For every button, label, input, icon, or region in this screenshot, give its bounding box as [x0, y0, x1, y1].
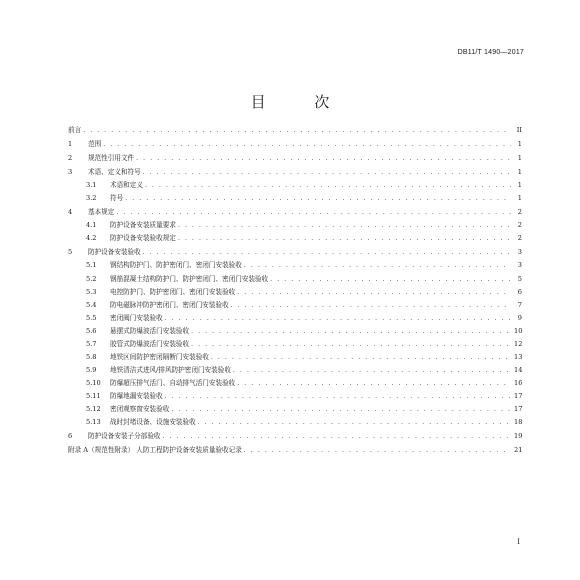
toc-entry-page: 3: [517, 248, 522, 257]
toc-entry-page: 21: [514, 446, 523, 455]
toc-entry-label: 前言: [68, 126, 82, 134]
toc-entry-label: 规范性引用文件: [88, 154, 135, 163]
toc-entry-number: 5.7: [86, 339, 97, 348]
toc-entry[interactable]: [68, 444, 522, 457]
toc-entry[interactable]: [68, 390, 522, 403]
toc-entry-page: 2: [517, 234, 522, 243]
toc-entry-label: 战时封堵设备、设施安装验收: [110, 418, 196, 427]
toc-entry-number: 3: [68, 168, 73, 177]
toc-dot-leader: [191, 325, 511, 338]
toc-entry-page: 6: [517, 287, 522, 296]
toc-dot-leader: [270, 273, 511, 286]
toc-entry[interactable]: [68, 286, 522, 299]
toc-entry-label: 附录 A（规范性附录） 人防工程防护设备安装质量验收记录: [68, 446, 242, 455]
toc-dot-leader: [136, 152, 511, 165]
toc-entry-label: 钢筋混凝土结构防护门、防护密闭门、密闭门安装验收: [110, 274, 269, 283]
toc-entry-page: 12: [514, 339, 523, 348]
toc-entry-number: 3.2: [86, 194, 97, 203]
toc-dot-leader: [165, 390, 511, 403]
toc-entry[interactable]: [68, 246, 522, 259]
toc-entry[interactable]: [68, 152, 522, 165]
toc-entry-page: II: [516, 126, 522, 134]
toc-entry-number: 4.1: [86, 221, 97, 230]
toc-entry-page: 1: [517, 140, 522, 149]
page-title: 目 次: [250, 93, 352, 111]
toc-entry-number: 1: [68, 140, 73, 149]
toc-dot-leader: [211, 351, 511, 364]
table-of-contents: [68, 124, 522, 457]
toc-entry-label: 密闭观察窗安装验收: [110, 404, 170, 413]
toc-dot-leader: [143, 246, 511, 259]
toc-entry-number: 5.12: [86, 404, 101, 413]
toc-entry-page: 9: [517, 313, 522, 322]
toc-entry[interactable]: [68, 219, 522, 232]
toc-dot-leader: [83, 124, 511, 137]
toc-entry-label: 防护设备安装质量要求: [110, 221, 176, 230]
toc-entry-page: 7: [517, 300, 522, 309]
toc-entry-number: 5.8: [86, 352, 97, 361]
toc-entry-label: 电控防护门、防护密闭门、密闭门安装验收: [110, 287, 236, 296]
toc-entry-number: 5: [68, 248, 73, 257]
toc-entry-page: 17: [514, 391, 523, 400]
toc-entry-label: 钢结构防护门、防护密闭门、密闭门安装验收: [110, 261, 242, 270]
toc-entry-label: 防爆超压排气活门、自动排气活门安装验收: [110, 378, 236, 387]
toc-entry-page: 1: [517, 168, 522, 177]
toc-dot-leader: [191, 338, 511, 351]
toc-entry[interactable]: [68, 416, 522, 429]
toc-entry-number: 3.1: [86, 181, 97, 190]
toc-entry-page: 1: [517, 154, 522, 163]
toc-entry-label: 术语、定义和符号: [88, 168, 141, 177]
toc-dot-leader: [244, 444, 511, 457]
toc-entry-number: 5.10: [86, 378, 101, 387]
toc-entry-page: 1: [517, 181, 522, 190]
toc-entry[interactable]: [68, 351, 522, 364]
toc-dot-leader: [244, 259, 511, 272]
toc-entry-label: 胶管式防爆波活门安装验收: [110, 339, 190, 348]
toc-entry-number: 5.5: [86, 313, 97, 322]
toc-entry[interactable]: [68, 138, 522, 151]
toc-entry[interactable]: [68, 299, 522, 312]
toc-entry[interactable]: [68, 124, 522, 137]
toc-entry-label: 符号: [110, 194, 124, 203]
toc-entry-label: 防电磁脉冲防护密闭门、密闭门安装验收: [110, 300, 229, 309]
toc-entry-number: 2: [68, 154, 73, 163]
toc-dot-leader: [237, 286, 511, 299]
toc-entry[interactable]: [68, 273, 522, 286]
toc-entry-label: 范围: [88, 140, 102, 149]
toc-dot-leader: [171, 403, 511, 416]
toc-entry-page: 1: [517, 194, 522, 203]
toc-entry[interactable]: [68, 325, 522, 338]
toc-dot-leader: [125, 192, 511, 205]
toc-dot-leader: [116, 206, 511, 219]
footer-page-number: I: [517, 538, 520, 546]
toc-dot-leader: [178, 232, 511, 245]
toc-entry-number: 5.2: [86, 274, 97, 283]
toc-entry[interactable]: [68, 430, 522, 443]
toc-entry-label: 防护设备安装验收: [88, 248, 141, 257]
toc-entry-page: 2: [517, 221, 522, 230]
toc-entry-label: 悬摆式防爆波活门安装验收: [110, 326, 190, 335]
toc-entry-page: 18: [514, 418, 523, 427]
toc-entry-number: 5.13: [86, 418, 101, 427]
standard-code: DB11/T 1490—2017: [457, 49, 524, 56]
toc-entry-number: 5.1: [86, 261, 97, 270]
toc-entry[interactable]: [68, 312, 522, 325]
toc-entry-number: 4.2: [86, 234, 97, 243]
toc-entry-label: 密闭阀门安装验收: [110, 313, 163, 322]
toc-entry-number: 5.11: [86, 391, 101, 400]
toc-entry[interactable]: [68, 364, 522, 377]
toc-dot-leader: [198, 416, 511, 429]
toc-entry[interactable]: [68, 192, 522, 205]
toc-dot-leader: [165, 312, 511, 325]
toc-entry-page: 13: [514, 352, 523, 361]
toc-dot-leader: [233, 364, 511, 377]
toc-entry-label: 防爆地漏安装验收: [110, 391, 163, 400]
toc-entry-label: 术语和定义: [110, 181, 143, 190]
toc-entry-page: 5: [517, 274, 522, 283]
toc-entry-label: 地铁清洁式进风/排风防护密闭门安装验收: [110, 365, 231, 374]
toc-entry-page: 16: [514, 378, 523, 387]
toc-entry-number: 5.9: [86, 365, 97, 374]
toc-entry[interactable]: [68, 232, 522, 245]
toc-entry-number: 4: [68, 208, 73, 217]
toc-entry-number: 6: [68, 432, 73, 441]
toc-entry-page: 14: [514, 365, 523, 374]
toc-entry-label: 防护设备安装验收规定: [110, 234, 176, 243]
toc-entry[interactable]: [68, 377, 522, 390]
toc-dot-leader: [143, 166, 511, 179]
toc-entry-page: 19: [514, 432, 523, 441]
toc-dot-leader: [163, 430, 511, 443]
toc-dot-leader: [145, 179, 511, 192]
toc-entry-number: 5.4: [86, 300, 97, 309]
toc-entry-page: 10: [514, 326, 523, 335]
toc-entry-label: 基本规定: [88, 208, 115, 217]
toc-dot-leader: [237, 377, 511, 390]
toc-entry-page: 2: [517, 208, 522, 217]
toc-dot-leader: [178, 219, 511, 232]
toc-entry-number: 5.6: [86, 326, 97, 335]
toc-dot-leader: [231, 299, 511, 312]
toc-entry[interactable]: [68, 179, 522, 192]
toc-entry[interactable]: [68, 206, 522, 219]
toc-entry[interactable]: [68, 166, 522, 179]
toc-entry[interactable]: [68, 403, 522, 416]
toc-entry-page: 3: [517, 261, 522, 270]
toc-entry-number: 5.3: [86, 287, 97, 296]
toc-entry-page: 17: [514, 404, 523, 413]
toc-entry-label: 防护设备安装子分部验收: [88, 432, 161, 441]
toc-entry[interactable]: [68, 338, 522, 351]
toc-dot-leader: [103, 138, 511, 151]
toc-entry[interactable]: [68, 259, 522, 272]
toc-entry-label: 地铁区间防护密闭隔断门安装验收: [110, 352, 209, 361]
